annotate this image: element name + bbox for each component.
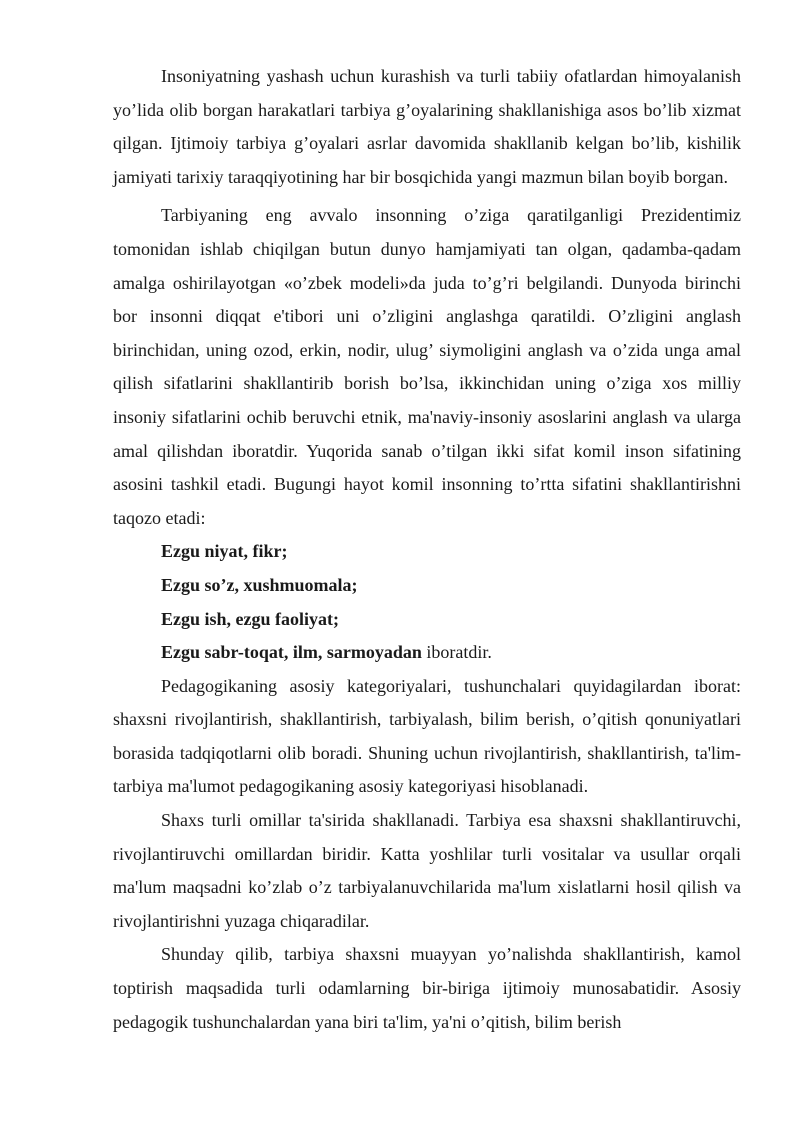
list-item: Ezgu ish, ezgu faoliyat; bbox=[161, 608, 339, 629]
paragraph-3: Pedagogikaning asosiy kategoriyalari, tushunchalari quyidagilardan iborat: shaxsni rivojlantirish, shakllantirish, tarbiyalash, bilim berish, o’qitish qonuniyatlari borasida tadqiqotlarni olib boradi. Shuning uchun rivojlantirish, shakllantirish, ta'lim-tarbiya ma'lumot pedagogikaning asosiy kategoriyasi hisoblanadi. bbox=[113, 675, 741, 797]
paragraph-5: Shunday qilib, tarbiya shaxsni muayyan yo’nalishda shakllantirish, kamol toptirish maqsadida turli odamlarning bir-biriga ijtimoiy munosabatidir. Asosiy pedagogik tushunchalardan yana biri ta'lim, ya'ni o’qitish, bilim berish bbox=[113, 944, 741, 1032]
paragraph-4: Shaxs turli omillar ta'sirida shakllanadi. Tarbiya esa shaxsni shakllantiruvchi, rivojlantiruvchi omillardan biridir. Katta yoshlilar turli vositalar va usullar orqali ma'lum maqsadni ko’zlab o’z tarbiyalanuvchilarida ma'lum xislatlarni hosil qilish va rivojlantirishni yuzaga chiqaradilar. bbox=[113, 810, 741, 931]
document-page bbox=[113, 60, 741, 1039]
list-item: Ezgu niyat, fikr; bbox=[161, 541, 288, 562]
list-item-text: iboratdir. bbox=[421, 642, 492, 663]
list-item-bold-text: Ezgu sabr-toqat, ilm, sarmoyadan bbox=[161, 642, 422, 663]
list-item bbox=[113, 636, 741, 670]
list-item: Ezgu so’z, xushmuomala; bbox=[161, 574, 358, 595]
paragraph-1: Insoniyatning yashash uchun kurashish va turli tabiiy ofatlardan himoyalanish yo’lida olib borgan harakatlari tarbiya g’oyalarining shakllanishiga asos bo’lib xizmat qilgan. Ijtimoiy tarbiya g’oyalari asrlar davomida shakllanib kelgan bo’lib, kishilik jamiyati tarixiy taraqqiyotining har bir bosqichida yangi mazmun bilan boyib borgan. bbox=[113, 66, 741, 187]
paragraph-2: Tarbiyaning eng avvalo insonning o’ziga qaratilganligi Prezidentimiz tomonidan ishlab chiqilgan butun dunyo hamjamiyati tan olgan, qadamba-qadam amalga oshirilayotgan «o’zbek modeli»da juda to’g’ri belgilandi. Dunyoda birinchi bor insonni diqqat e'tibori uni o’zligini anglashga qaratildi. O’zligini anglash birinchidan, uning ozod, erkin, nodir, ulug’ siymoligini anglash va o’zida unga amal qilish sifatlarini shakllantirib borish bo’lsa, ikkinchidan uning o’ziga xos milliy insoniy sifatlarini ochib beruvchi etnik, ma'naviy-insoniy asoslarini anglash va ularga amal qilishdan iboratdir. Yuqorida sanab o’tilgan ikki sifat komil inson sifatining asosini tashkil etadi. Bugungi hayot komil insonning to’rtta sifatini shakllantirishni taqozo etadi: bbox=[113, 205, 741, 528]
